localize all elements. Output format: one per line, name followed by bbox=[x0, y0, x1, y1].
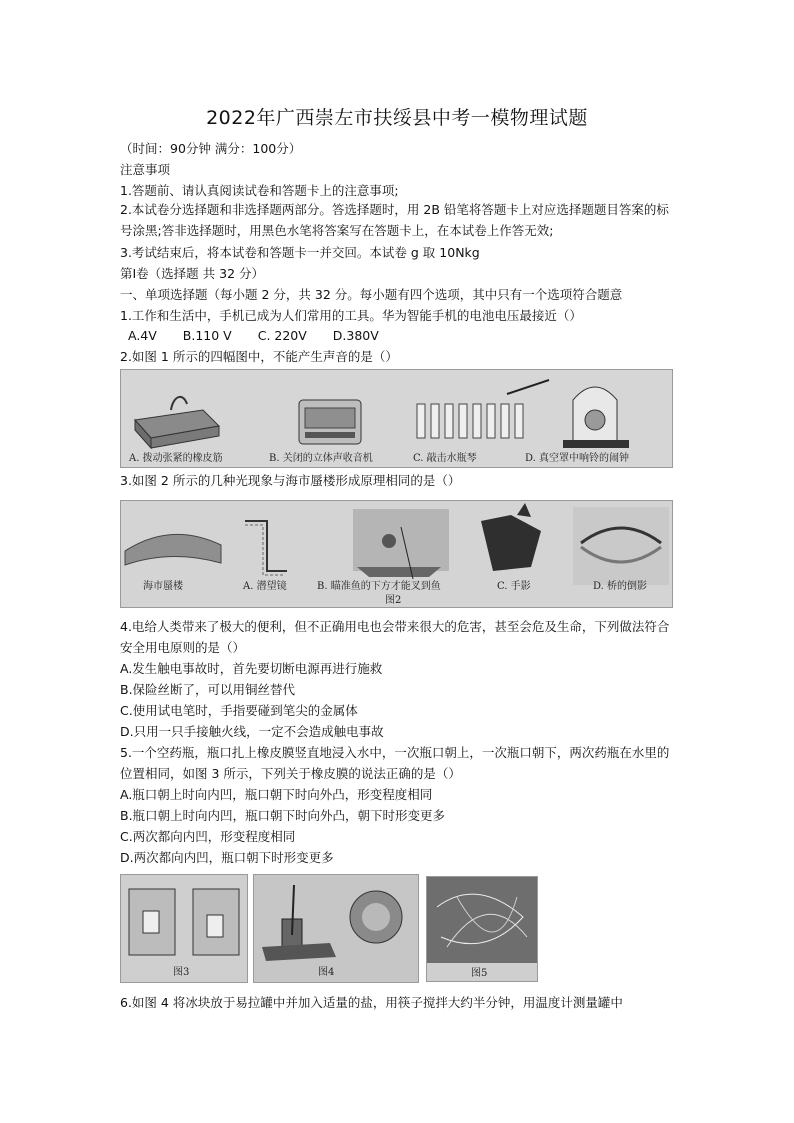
figure-2-light-phenomena bbox=[120, 500, 673, 608]
question-6-stem: 6.如图 4 将冰块放于易拉罐中并加入适量的盐，用筷子搅拌大约半分钟，用温度计测量罐中 bbox=[120, 995, 623, 1010]
q5-option-c: C.两次都向内凹，形变程度相同 bbox=[120, 829, 296, 844]
q1-option-b: B.110 V bbox=[182, 328, 232, 343]
figure-2-caption-c: C. 手影 bbox=[497, 581, 531, 592]
exam-meta: （时间：90分钟 满分：100分） bbox=[120, 141, 302, 156]
notice-heading: 注意事项 bbox=[120, 162, 171, 177]
figure-1-caption-a: A. 拨动张紧的橡皮筋 bbox=[129, 453, 223, 464]
question-2-stem: 2.如图 1 所示的四幅图中，不能产生声音的是（） bbox=[120, 349, 398, 364]
figure-3-bottles-in-water bbox=[120, 874, 248, 983]
figure-5-label: 图5 bbox=[471, 968, 488, 979]
figure-2-caption-a: A. 潜望镜 bbox=[243, 581, 287, 592]
q1-option-c: C. 220V bbox=[257, 328, 307, 343]
q4-option-c: C.使用试电笔时，手指要碰到笔尖的金属体 bbox=[120, 703, 358, 718]
notice-item-3: 3.考试结束后，将本试卷和答题卡一并交回。本试卷 g 取 10Nkg bbox=[120, 245, 480, 260]
figure-1-caption-d: D. 真空罩中响铃的闹钟 bbox=[525, 453, 630, 464]
figure-4-ice-can bbox=[253, 874, 419, 983]
section-heading: 一、单项选择题（每小题 2 分，共 32 分。每小题有四个选项，其中只有一个选项符合题意 bbox=[120, 287, 623, 302]
figure-2-caption-mirage: 海市蜃楼 bbox=[143, 581, 183, 592]
q1-option-a: A.4V bbox=[128, 328, 157, 343]
q5-option-d: D.两次都向内凹，瓶口朝下时形变更多 bbox=[120, 850, 334, 865]
notice-item-1: 1.答题前、请认真阅读试卷和答题卡上的注意事项; bbox=[120, 183, 399, 198]
q5-option-a: A.瓶口朝上时向内凹，瓶口朝下时向外凸，形变程度相同 bbox=[120, 787, 433, 802]
question-4-stem: 4.电给人类带来了极大的便利，但不正确用电也会带来很大的危害，甚至会危及生命，下列做法符合安全用电原则的是（） bbox=[120, 619, 670, 655]
q4-option-b: B.保险丝断了，可以用铜丝替代 bbox=[120, 682, 296, 697]
figure-3-label: 图3 bbox=[173, 967, 190, 978]
question-1-options bbox=[128, 328, 401, 344]
figure-2-caption-d: D. 桥的倒影 bbox=[593, 581, 648, 592]
question-5-stem: 5.一个空药瓶，瓶口扎上橡皮膜竖直地浸入水中，一次瓶口朝上，一次瓶口朝下，两次药瓶在水里的位置相同，如图 3 所示，下列关于橡皮膜的说法正确的是（） bbox=[120, 745, 670, 781]
page-title: 2022年广西崇左市扶绥县中考一模物理试题 bbox=[206, 107, 588, 129]
figure-1-sound-sources bbox=[120, 369, 673, 468]
figure-5-light-trails bbox=[426, 876, 538, 982]
q1-option-d: D.380V bbox=[332, 328, 379, 343]
question-1-stem: 1.工作和生活中，手机已成为人们常用的工具。华为智能手机的电池电压最接近（） bbox=[120, 308, 582, 323]
bridge-reflection-illustration bbox=[573, 507, 669, 585]
fishing-illustration bbox=[353, 509, 449, 579]
figure-4-label: 图4 bbox=[318, 967, 335, 978]
figure-2-caption-b: B. 瞄准鱼的下方才能叉到鱼 bbox=[317, 581, 441, 592]
figure-2-label: 图2 bbox=[385, 595, 402, 606]
q4-option-d: D.只用一只手接触火线，一定不会造成触电事故 bbox=[120, 724, 384, 739]
q5-option-b: B.瓶口朝上时向内凹，瓶口朝下时向外凸，朝下时形变更多 bbox=[120, 808, 446, 823]
figure-1-caption-c: C. 敲击水瓶琴 bbox=[413, 453, 477, 464]
question-3-stem: 3.如图 2 所示的几种光现象与海市蜃楼形成原理相同的是（） bbox=[120, 473, 461, 488]
notice-item-2: 2.本试卷分选择题和非选择题两部分。答选择题时，用 2B 铅笔将答题卡上对应选择题题目答案的标号涂黑;答非选择题时，用黑色水笔将答案写在答题卡上，在本试卷上作答无效; bbox=[120, 202, 669, 238]
q4-option-a: A.发生触电事故时，首先要切断电源再进行施救 bbox=[120, 661, 383, 676]
part-heading: 第Ⅰ卷（选择题 共 32 分） bbox=[120, 266, 265, 281]
radio-illustration bbox=[299, 400, 361, 444]
figure-1-caption-b: B. 关闭的立体声收音机 bbox=[269, 453, 373, 464]
